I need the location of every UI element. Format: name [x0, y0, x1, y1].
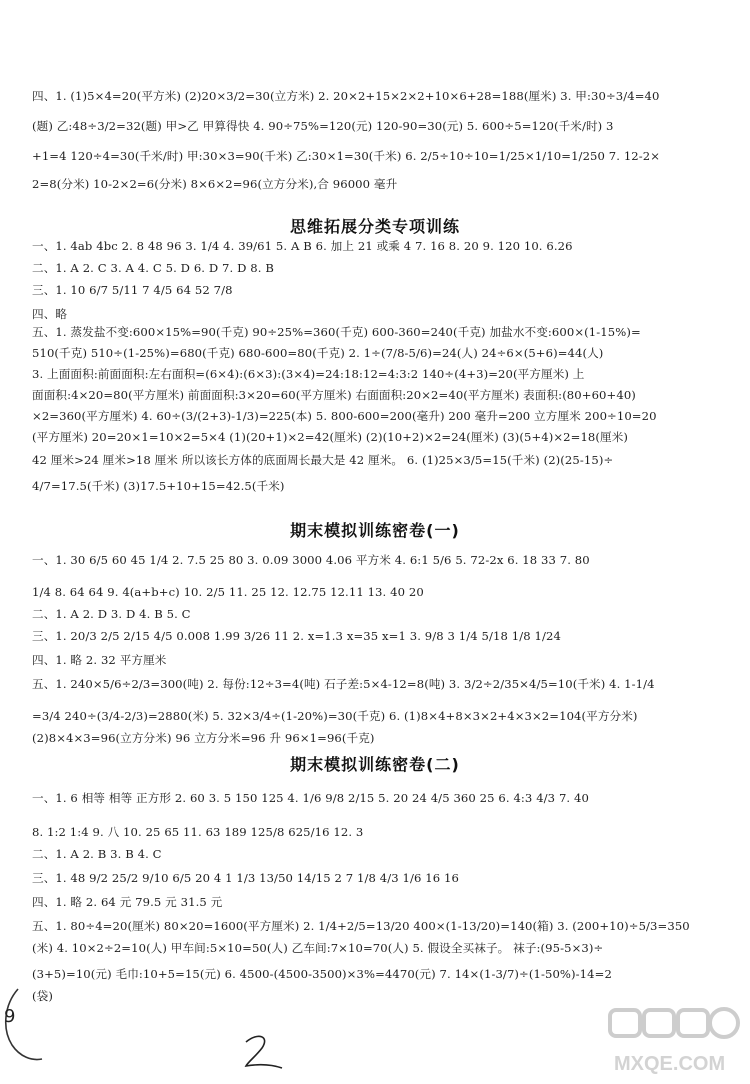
text-line: 五、1. 蒸发盐不变:600×15%=90(千克) 90÷25%=360(千克) 600-360=240(千克) 加盐水不变:600×(1-15%)= [32, 325, 641, 339]
text-line: 2=8(分米) 10-2×2=6(分米) 8×6×2=96(立方分米),合 96000 毫升 [32, 177, 398, 191]
page-number: 9 [4, 1006, 16, 1027]
watermark-logo-icon [604, 1004, 744, 1082]
text-line: 一、1. 30 6/5 60 45 1/4 2. 7.5 25 80 3. 0.09 3000 4.06 平方米 4. 6:1 5/6 5. 72-2x 6. 18 33 7. 80 [32, 553, 590, 567]
text-line: (米) 4. 10×2÷2=10(人) 甲车间:5×10=50(人) 乙车间:7×10=70(人) 5. 假设全买袜子。 袜子:(95-5×3)÷ [32, 941, 604, 955]
text-line: 8. 1:2 1:4 9. 八 10. 25 65 11. 63 189 125/8 625/16 12. 3 [32, 825, 364, 839]
text-line: 4/7=17.5(千米) (3)17.5+10+15=42.5(千米) [32, 479, 285, 493]
text-line: 一、1. 4ab 4bc 2. 8 48 96 3. 1/4 4. 39/61 5. A B 6. 加上 21 或乘 4 7. 16 8. 20 9. 120 10. 6.26 [32, 239, 573, 253]
section-title: 期末模拟训练密卷(二) [290, 755, 460, 774]
text-line: 四、1. 略 2. 64 元 79.5 元 31.5 元 [32, 895, 223, 909]
text-line: 42 厘米>24 厘米>18 厘米 所以该长方体的底面周长最大是 42 厘米。 6. (1)25×3/5=15(千米) (2)(25-15)÷ [32, 453, 614, 467]
text-line: (袋) [32, 989, 53, 1003]
svg-text:MXQE.COM: MXQE.COM [614, 1053, 726, 1075]
text-line: 五、1. 240×5/6÷2/3=300(吨) 2. 每份:12÷3=4(吨) 石子差:5×4-12=8(吨) 3. 3/2÷2/35×4/5=10(千米) 4. 1-1/4 [32, 677, 655, 691]
text-line: 三、1. 10 6/7 5/11 7 4/5 64 52 7/8 [32, 283, 233, 297]
text-line: (题) 乙:48÷3/2=32(题) 甲>乙 甲算得快 4. 90÷75%=120(元) 120-90=30(元) 5. 600÷5=120(千米/时) 3 [32, 119, 614, 133]
text-line: 四、略 [32, 307, 68, 321]
text-line: +1=4 120÷4=30(千米/时) 甲:30×3=90(千米) 乙:30×1=30(千米) 6. 2/5÷10÷10=1/25×1/10=1/250 7. 12-2× [32, 149, 661, 163]
text-line: 面面积:4×20=80(平方厘米) 前面面积:3×20=60(平方厘米) 右面面积:20×2=40(平方厘米) 表面积:(80+60+40) [32, 388, 636, 402]
text-line: (2)8×4×3=96(立方分米) 96 立方分米=96 升 96×1=96(千克) [32, 731, 375, 745]
text-line: 三、1. 20/3 2/5 2/15 4/5 0.008 1.99 3/26 11 2. x=1.3 x=35 x=1 3. 9/8 3 1/4 5/18 1/8 1/24 [32, 629, 561, 643]
text-line: 二、1. A 2. C 3. A 4. C 5. D 6. D 7. D 8. B [32, 261, 274, 275]
text-line: 3. 上面面积:前面面积:左右面积=(6×4):(6×3):(3×4)=24:18:12=4:3:2 140÷(4+3)=20(平方厘米) 上 [32, 367, 585, 381]
text-line: 二、1. A 2. D 3. D 4. B 5. C [32, 607, 191, 621]
text-line: 四、1. (1)5×4=20(平方米) (2)20×3/2=30(立方米) 2. 20×2+15×2×2+10×6+28=188(厘米) 3. 甲:30÷3/4=40 [32, 89, 660, 103]
text-line: (平方厘米) 20=20×1=10×2=5×4 (1)(20+1)×2=42(厘米) (2)(10+2)×2=24(厘米) (3)(5+4)×2=18(厘米) [32, 430, 629, 444]
text-line: ×2=360(平方厘米) 4. 60÷(3/(2+3)-1/3)=225(本) 5. 800-600=200(毫升) 200 毫升=200 立方厘米 200÷10=20 [32, 409, 657, 423]
section-title: 期末模拟训练密卷(一) [290, 521, 460, 540]
text-line: 一、1. 6 相等 相等 正方形 2. 60 3. 5 150 125 4. 1/6 9/8 2/15 5. 20 24 4/5 360 25 6. 4:3 4/3 7. 40 [32, 791, 589, 805]
handwritten-mark-icon [240, 1032, 286, 1072]
text-line: (3+5)=10(元) 毛巾:10+5=15(元) 6. 4500-(4500-3500)×3%=4470(元) 7. 14×(1-3/7)÷(1-50%)-14=2 [32, 967, 612, 981]
section-title: 思维拓展分类专项训练 [289, 217, 460, 236]
text-line: 三、1. 48 9/2 25/2 9/10 6/5 20 4 1 1/3 13/50 14/15 2 7 1/8 4/3 1/6 16 16 [32, 871, 459, 885]
text-line: 1/4 8. 64 64 9. 4(a+b+c) 10. 2/5 11. 25 12. 12.75 12.11 13. 40 20 [32, 585, 424, 599]
text-line: 五、1. 80÷4=20(厘米) 80×20=1600(平方厘米) 2. 1/4+2/5=13/20 400×(1-13/20)=140(箱) 3. (200+10)÷5/3=350 [32, 919, 690, 933]
text-line: 510(千克) 510÷(1-25%)=680(千克) 680-600=80(千克) 2. 1÷(7/8-5/6)=24(人) 24÷6×(5+6)=44(人) [32, 346, 604, 360]
text-line: =3/4 240÷(3/4-2/3)=2880(米) 5. 32×3/4÷(1-20%)=30(千克) 6. (1)8×4+8×3×2+4×3×2=104(平方分米) [32, 709, 638, 723]
text-line: 四、1. 略 2. 32 平方厘米 [32, 653, 167, 667]
text-line: 二、1. A 2. B 3. B 4. C [32, 847, 162, 861]
